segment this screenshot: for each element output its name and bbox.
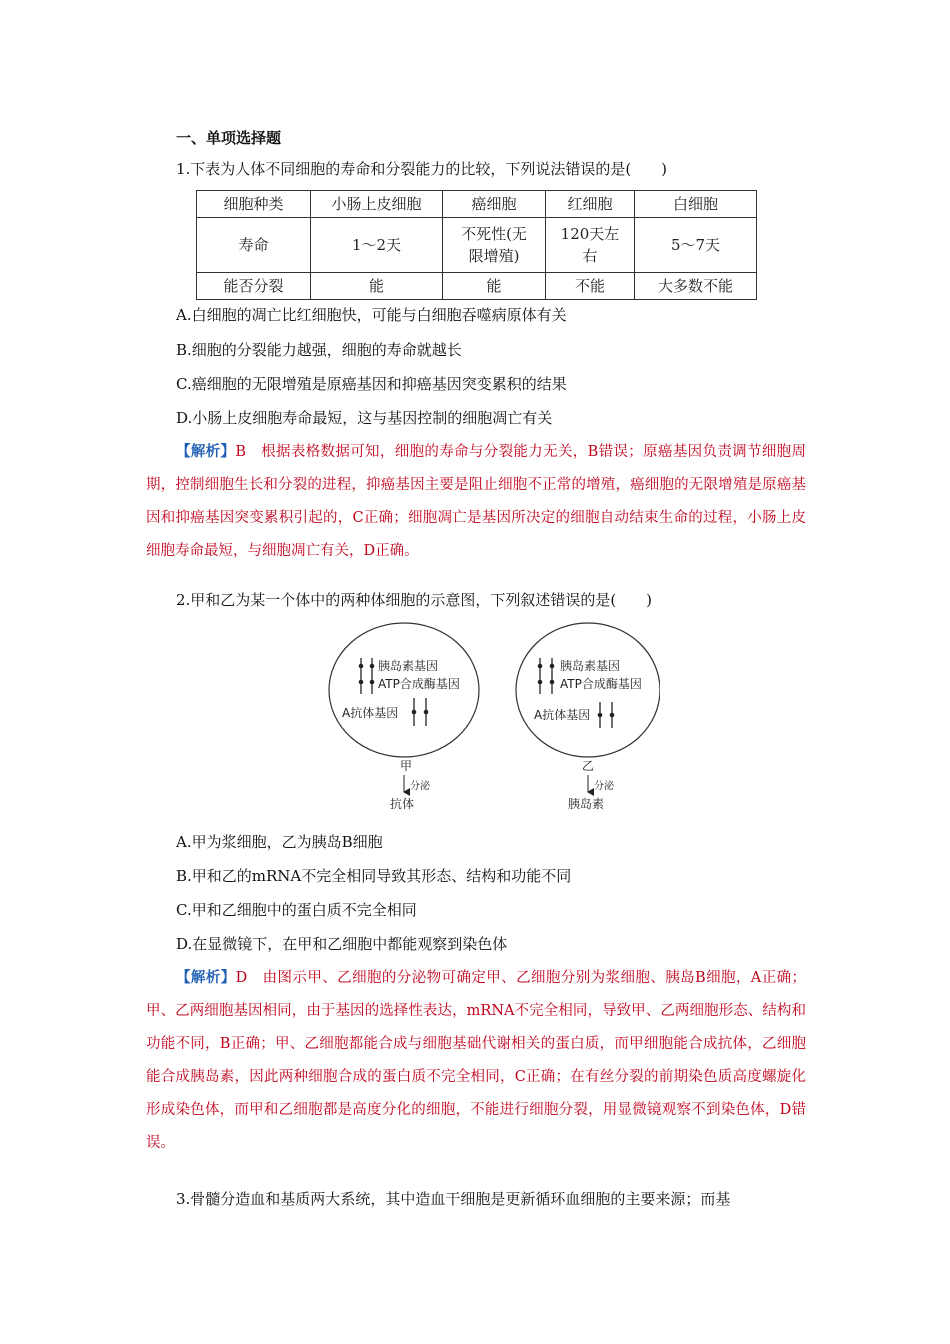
cell-b-label: 乙: [582, 759, 595, 773]
table-header-cell: 细胞种类: [197, 191, 311, 218]
analysis-label: 【解析】: [176, 443, 236, 460]
table-row: [197, 191, 757, 218]
table-header-cell: 红细胞: [546, 191, 635, 218]
insulin-gene-label: 胰岛素基因: [378, 659, 439, 673]
table-cell: 寿命: [197, 218, 311, 273]
atp-gene-label: ATP合成酶基因: [378, 677, 460, 691]
question-2-stem: 2.甲和乙为某一个体中的两种体细胞的示意图，下列叙述错误的是( ): [176, 591, 653, 609]
section-title: 一、单项选择题: [176, 129, 282, 147]
secrete-label: 分泌: [594, 781, 614, 792]
atp-gene-label: ATP合成酶基因: [560, 677, 642, 691]
table-cell-line: 右: [582, 247, 598, 265]
table-header-cell: 癌细胞: [443, 191, 546, 218]
table-cell-line: 不死性(无: [461, 225, 527, 243]
cell-a-product: 抗体: [390, 797, 415, 811]
q1-option-a: A.白细胞的凋亡比红细胞快，可能与白细胞吞噬病原体有关: [176, 306, 567, 324]
table-row: [197, 273, 757, 300]
chromosome-pair-icon: [540, 658, 552, 694]
q1-option-c: C.癌细胞的无限增殖是原癌基因和抑癌基因突变累积的结果: [176, 375, 567, 393]
analysis-text: D 由图示甲、乙细胞的分泌物可确定甲、乙细胞分别为浆细胞、胰岛B细胞，A正确；甲、乙两细胞基因相同，由于基因的选择性表达，mRNA不完全相同，导致甲、乙两细胞形态、结构和功能不同，B正确；甲、乙细胞都能合成与细胞基础代谢相关的蛋白质，而甲细胞能合成抗体，乙细胞能合成胰岛素，因此两种细胞合成的蛋白质不完全相同，C正确；在有丝分裂的前期染色质高度螺旋化形成染色体，而甲和乙细胞都是高度分化的细胞，不能进行细胞分裂，用显微镜观察不到染色体，D错误。: [146, 970, 807, 1151]
q2-option-b: B.甲和乙的mRNA不完全相同导致其形态、结构和功能不同: [176, 867, 572, 885]
table-cell: 不能: [546, 273, 635, 300]
question-3-stem: 3.骨髓分造血和基质两大系统，其中造血干细胞是更新循环血细胞的主要来源；而基: [176, 1190, 731, 1208]
table-cell: 能: [311, 273, 443, 300]
chromosome-pair-icon: [361, 658, 372, 694]
insulin-gene-label: 胰岛素基因: [560, 659, 621, 673]
question-1-stem: 1.下表为人体不同细胞的寿命和分裂能力的比较，下列说法错误的是( ): [176, 160, 668, 178]
table-cell: 1～2天: [311, 218, 443, 273]
table-header-cell: 白细胞: [635, 191, 757, 218]
q2-option-a: A.甲为浆细胞，乙为胰岛B细胞: [176, 833, 383, 851]
q2-analysis: [146, 961, 806, 1160]
table-cell-line: 限增殖): [468, 247, 520, 265]
q1-option-d: D.小肠上皮细胞寿命最短，这与基因控制的细胞凋亡有关: [176, 409, 553, 427]
table-cell: 5～7天: [635, 218, 757, 273]
antibody-gene-label: A抗体基因: [534, 708, 591, 722]
cell-diagram: [320, 618, 660, 818]
table-cell: [443, 218, 546, 273]
analysis-text: B 根据表格数据可知，细胞的寿命与分裂能力无关，B错误；原癌基因负责调节细胞周期，控制细胞生长和分裂的进程，抑癌基因主要是阻止细胞不正常的增殖，癌细胞的无限增殖是原癌基因和抑癌基因突变累积引起的，C正确；细胞凋亡是基因所决定的细胞自动结束生命的过程，小肠上皮细胞寿命最短，与细胞凋亡有关，D正确。: [146, 444, 807, 559]
antibody-gene-label: A抗体基因: [342, 706, 399, 720]
secrete-label: 分泌: [410, 781, 430, 792]
table-cell: 大多数不能: [635, 273, 757, 300]
table-header-cell: 小肠上皮细胞: [311, 191, 443, 218]
table-cell: [546, 218, 635, 273]
analysis-label: 【解析】: [176, 969, 236, 986]
table-row: [197, 218, 757, 273]
table-cell: 能否分裂: [197, 273, 311, 300]
q2-option-d: D.在显微镜下，在甲和乙细胞中都能观察到染色体: [176, 935, 508, 953]
q2-option-c: C.甲和乙细胞中的蛋白质不完全相同: [176, 901, 417, 919]
table-cell: 能: [443, 273, 546, 300]
cell-b-product: 胰岛素: [568, 797, 605, 811]
table-cell-line: 120天左: [560, 225, 620, 243]
q1-analysis: [146, 435, 806, 568]
q1-option-b: B.细胞的分裂能力越强，细胞的寿命就越长: [176, 341, 462, 359]
cell-comparison-table: [196, 190, 757, 300]
cell-a-label: 甲: [400, 759, 413, 773]
